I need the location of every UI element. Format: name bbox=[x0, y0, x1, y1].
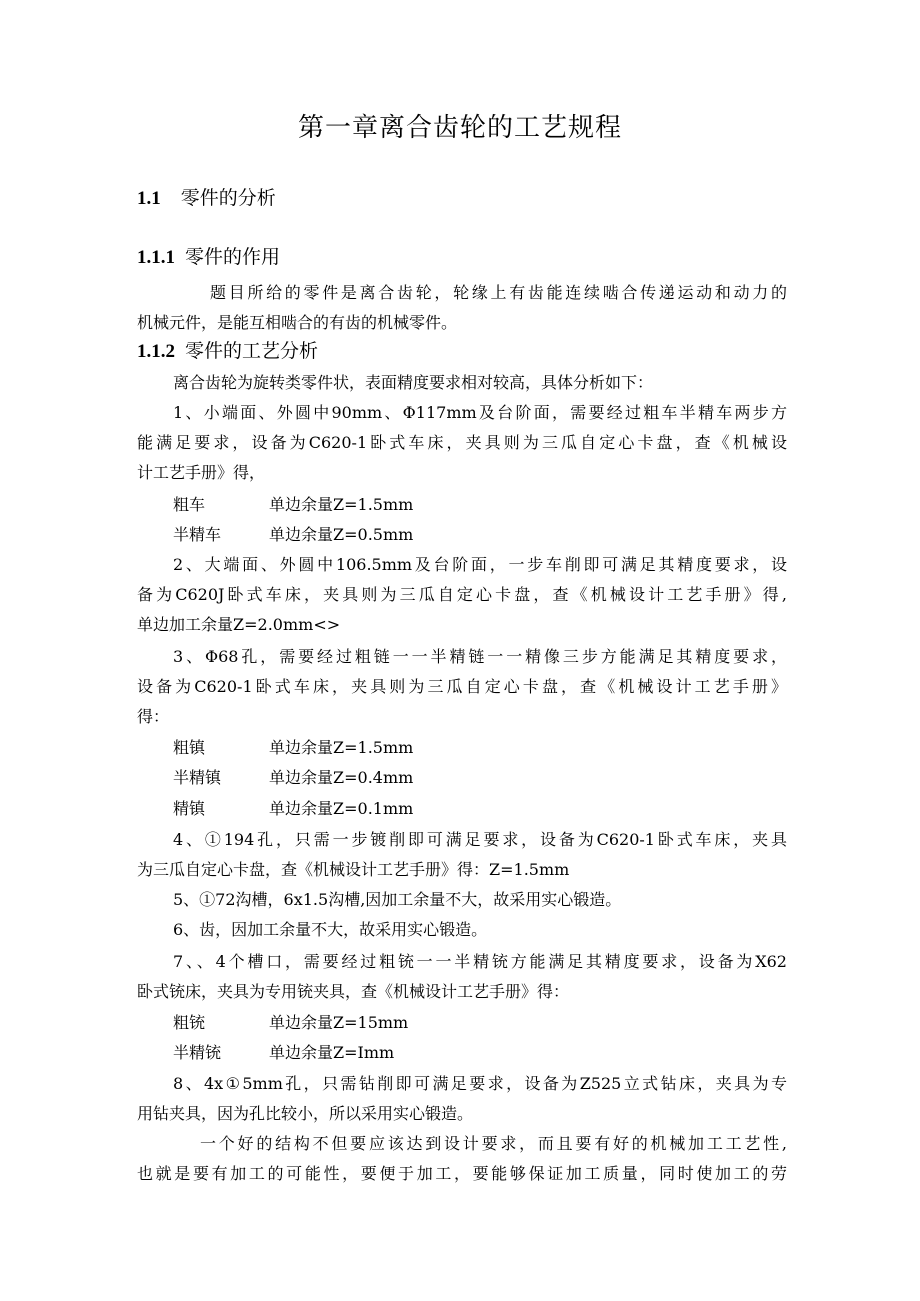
allowance-row bbox=[173, 797, 413, 821]
allowance-row bbox=[173, 1011, 408, 1035]
allowance-row bbox=[173, 736, 413, 760]
paragraph-line: 3、Φ68孔，需要经过粗链一一半精链一一精像三步方能满足其精度要求， bbox=[173, 647, 787, 666]
subsection-heading-function bbox=[137, 243, 280, 272]
chapter-title: 第一章离合齿轮的工艺规程 bbox=[297, 113, 622, 143]
paragraph-line: 设备为C620-1卧式车床，夹具则为三瓜自定心卡盘，查《机械设计工艺手册》 bbox=[137, 677, 787, 696]
paragraph-line: 2、大端面、外圆中106.5mm及台阶面，一步车削即可满足其精度要求，设 bbox=[173, 555, 787, 574]
allowance-value: 单边余量Z=1.5mm bbox=[269, 495, 414, 514]
paragraph-line: 为三瓜自定心卡盘，查《机械设计工艺手册》得：Z=1.5mm bbox=[137, 860, 570, 879]
paragraph-line: 能满足要求，设备为C620-1卧式车床，夹具则为三瓜自定心卡盘，查《机械设 bbox=[137, 433, 787, 452]
process-name: 粗镇 bbox=[173, 738, 206, 757]
subsection-number: 1.1.1 bbox=[137, 247, 175, 268]
process-name: 半精车 bbox=[173, 525, 222, 544]
allowance-value: 单边余量Z=15mm bbox=[269, 1013, 409, 1032]
paragraph-line: 6、齿，因加工余量不大，故采用实心锻造。 bbox=[173, 920, 488, 939]
paragraph-line: 8、4x①5mm孔，只需钻削即可满足要求，设备为Z525立式钻床，夹具为专 bbox=[173, 1074, 787, 1093]
subsection-label: 零件的作用 bbox=[185, 246, 281, 268]
section-heading bbox=[137, 184, 276, 213]
paragraph-line: 离合齿轮为旋转类零件状，表面精度要求相对较高，具体分析如下： bbox=[173, 373, 654, 392]
section-number: 1.1 bbox=[137, 188, 161, 209]
allowance-value: 单边余量Z=0.1mm bbox=[269, 799, 414, 818]
allowance-row bbox=[173, 1041, 394, 1065]
subsection-label: 零件的工艺分析 bbox=[185, 340, 319, 362]
paragraph-line: 计工艺手册》得， bbox=[137, 463, 266, 482]
paragraph-line: 7、、4个槽口，需要经过粗铳一一半精铳方能满足其精度要求，设备为X62 bbox=[173, 952, 787, 971]
paragraph-line: 4、①194孔，只需一步镀削即可满足要求，设备为C620-1卧式车床，夹具 bbox=[173, 830, 787, 849]
allowance-value: 单边余量Z=0.5mm bbox=[269, 525, 414, 544]
paragraph-line: 卧式铳床，夹具为专用铳夹具，查《机械设计工艺手册》得： bbox=[137, 982, 570, 1001]
subsection-heading-analysis bbox=[137, 337, 318, 366]
paragraph-line: 也就是要有加工的可能性，要便于加工，要能够保证加工质量，同时使加工的劳 bbox=[137, 1164, 787, 1183]
paragraph-line: 用钻夹具，因为孔比较小，所以采用实心锻造。 bbox=[137, 1104, 474, 1123]
allowance-row bbox=[173, 523, 413, 547]
paragraph-line: 5、①72沟槽，6x1.5沟槽,因加工余量不大，故采用实心锻造。 bbox=[173, 890, 622, 909]
paragraph-line: 一个好的结构不但要应该达到设计要求，而且要有好的机械加工工艺性, bbox=[200, 1134, 787, 1153]
subsection-number: 1.1.2 bbox=[137, 341, 175, 362]
paragraph-line: 机械元件，是能互相啮合的有齿的机械零件。 bbox=[137, 313, 458, 332]
allowance-value: 单边余量Z=Imm bbox=[269, 1043, 395, 1062]
process-name: 精镇 bbox=[173, 799, 206, 818]
paragraph-line: 题目所给的零件是离合齿轮，轮缘上有齿能连续啮合传递运动和动力的 bbox=[210, 283, 787, 302]
allowance-row bbox=[173, 493, 413, 517]
section-label: 零件的分析 bbox=[180, 187, 276, 209]
allowance-value: 单边余量Z=0.4mm bbox=[269, 768, 414, 787]
paragraph-line: 1、小端面、外圆中90mm、Φ117mm及台阶面，需要经过粗车半精车两步方 bbox=[173, 403, 787, 422]
process-name: 半精铳 bbox=[173, 1043, 222, 1062]
paragraph-line: 得： bbox=[137, 707, 170, 726]
allowance-row bbox=[173, 766, 413, 790]
paragraph-line: 单边加工余量Z=2.0mm<> bbox=[137, 615, 341, 634]
process-name: 粗铳 bbox=[173, 1013, 206, 1032]
paragraph-line: 备为C620J卧式车床，夹具则为三瓜自定心卡盘，查《机械设计工艺手册》得, bbox=[137, 585, 787, 604]
process-name: 粗车 bbox=[173, 495, 206, 514]
process-name: 半精镇 bbox=[173, 768, 222, 787]
allowance-value: 单边余量Z=1.5mm bbox=[269, 738, 414, 757]
